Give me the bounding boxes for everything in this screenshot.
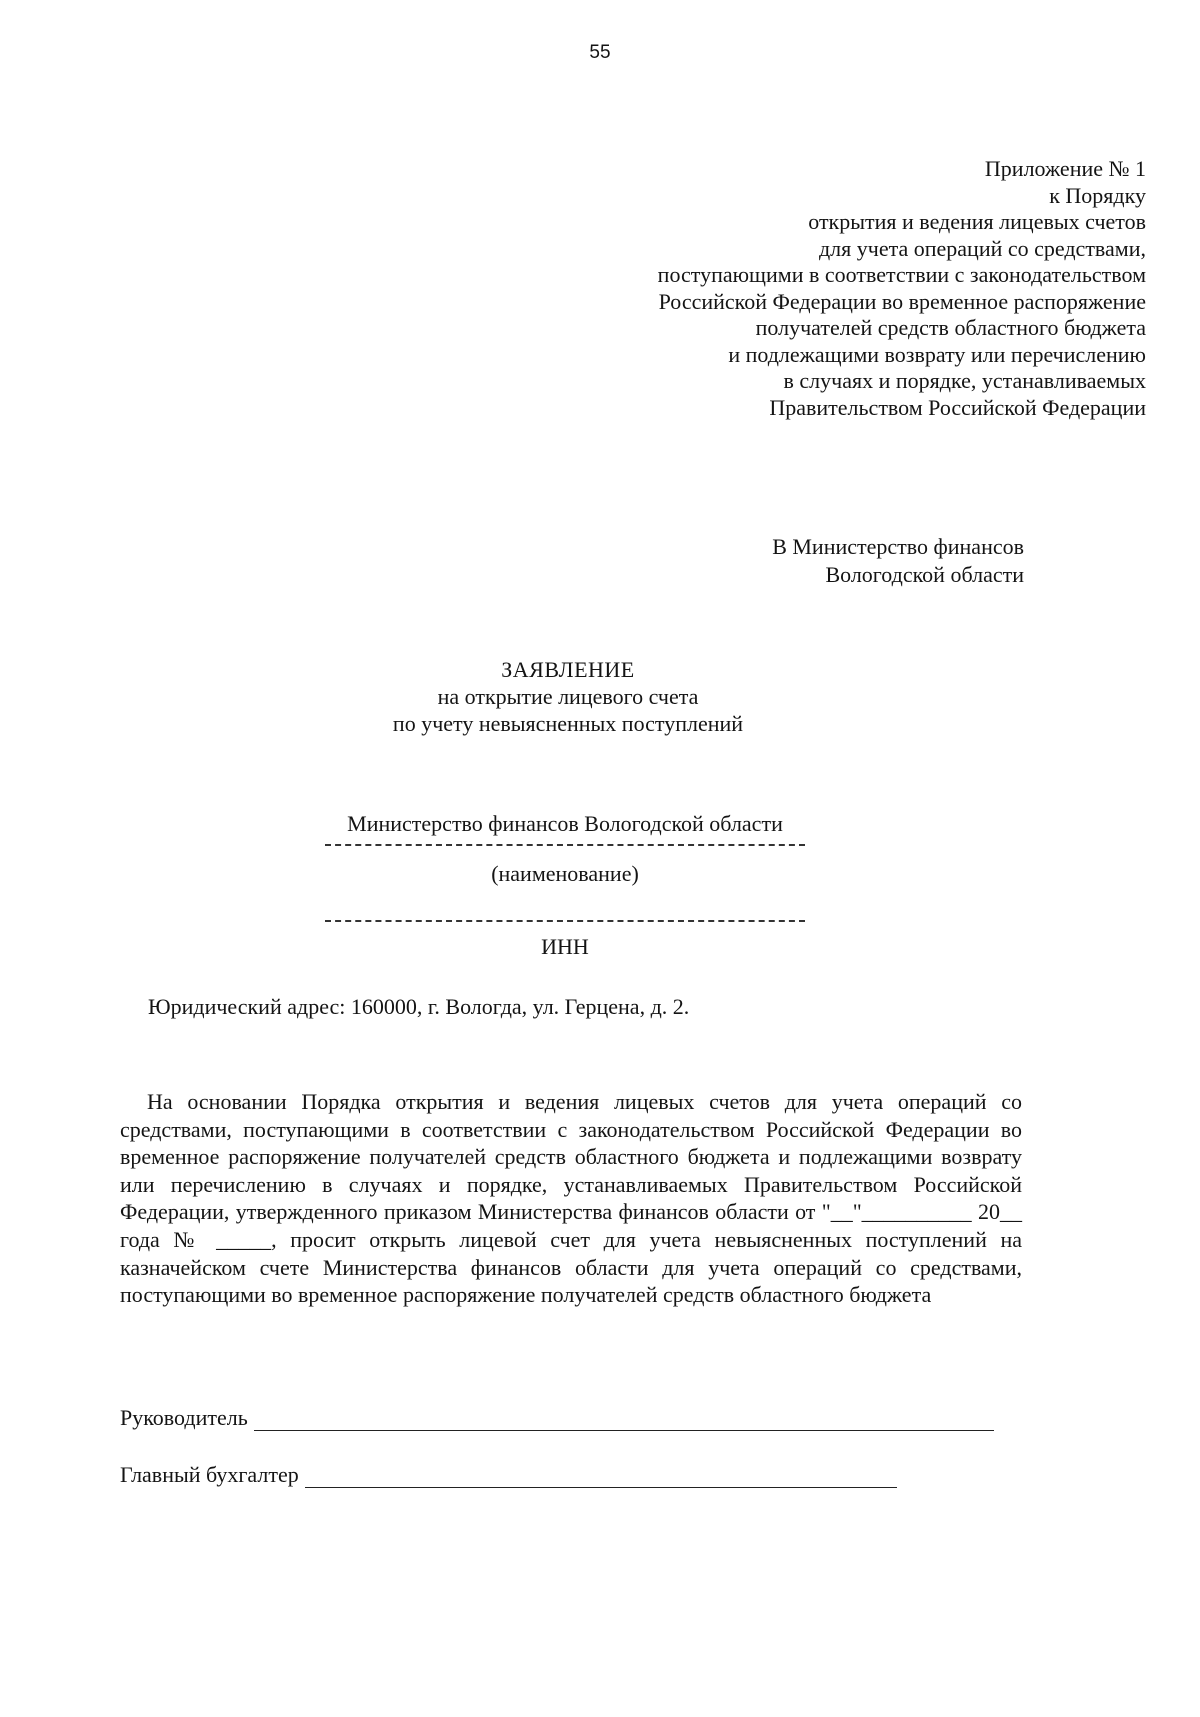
appendix-line: получателей средств областного бюджета (755, 315, 1146, 340)
document-title-block (368, 656, 768, 737)
dashed-divider (325, 844, 805, 846)
document-subtitle-2: по учету невыясненных поступлений (392, 711, 744, 736)
appendix-line: в случаях и порядке, устанавливаемых (783, 368, 1146, 393)
appendix-line: открытия и ведения лицевых счетов (808, 209, 1146, 234)
head-signature-label: Руководитель (120, 1405, 248, 1430)
accountant-signature-label: Главный бухгалтер (120, 1462, 299, 1487)
organization-name: Министерство финансов Вологодской области (347, 811, 783, 836)
organization-block (325, 810, 805, 960)
document-title: ЗАЯВЛЕНИЕ (501, 657, 635, 682)
accountant-signature-line (305, 1465, 897, 1488)
head-signature-line (254, 1408, 994, 1431)
appendix-line: Российской Федерации во временное распоряжение (658, 288, 1146, 314)
appendix-line: для учета операций со средствами, (818, 235, 1146, 261)
legal-address: Юридический адрес: 160000, г. Вологда, ул. Герцена, д. 2. (148, 994, 690, 1019)
addressee-line-2: Вологодской области (825, 562, 1024, 587)
name-caption: (наименование) (491, 861, 639, 886)
appendix-line: к Порядку (1049, 182, 1146, 208)
addressee (624, 533, 1024, 589)
appendix-line: и подлежащими возврату или перечислению (728, 341, 1146, 367)
appendix-line: поступающими в соответствии с законодательством (657, 262, 1146, 287)
accountant-signature-row (120, 1462, 897, 1488)
appendix-header (506, 156, 1146, 421)
dashed-divider (325, 920, 805, 922)
application-body-text: На основании Порядка открытия и ведения лицевых счетов для учета операций со средствами, поступающими в соответствии с законодательством Российской Федерации во временное распоряжение получателей средств областного бюджета и подлежащими возврату или перечислению в случаях и порядке, устанавливаемых Правительством Российской Федерации, утвержденного приказом Министерства финансов области от "__"__________ 20__ года № _____, просит открыть лицевой счет для учета невыясненных поступлений на казначейском счете Министерства финансов области для учета операций со средствами, поступающими во временное распоряжение получателей средств областного бюджета (120, 1089, 1022, 1308)
addressee-line-1: В Министерство финансов (772, 534, 1024, 559)
head-signature-row (120, 1405, 994, 1431)
inn-caption: ИНН (541, 934, 589, 959)
appendix-line: Правительством Российской Федерации (769, 394, 1146, 420)
page-number: 55 (589, 42, 611, 63)
appendix-line: Приложение № 1 (984, 156, 1146, 181)
document-subtitle-1: на открытие лицевого счета (437, 684, 699, 709)
